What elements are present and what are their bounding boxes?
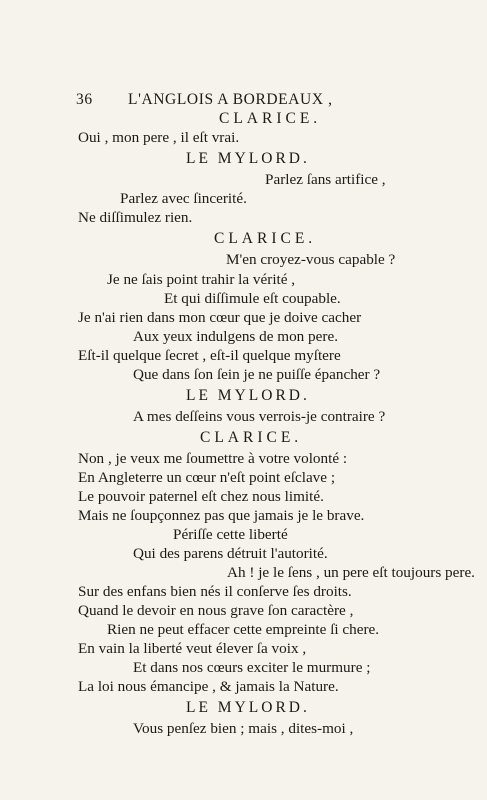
- speaker-clarice: CLARICE.: [200, 429, 303, 446]
- verse-line: Et qui diſſimule eſt coupable.: [164, 290, 341, 307]
- verse-line: En vain la liberté veut élever ſa voix ,: [78, 640, 307, 657]
- speaker-clarice: CLARICE.: [219, 110, 322, 127]
- verse-line: Parlez avec ſincerité.: [120, 190, 247, 207]
- speaker-clarice: CLARICE.: [214, 230, 317, 247]
- verse-line: Que dans ſon ſein je ne puiſſe épancher ?: [133, 366, 381, 383]
- verse-line: Aux yeux indulgens de mon pere.: [133, 328, 338, 345]
- verse-line: Vous penſez bien ; mais , dites-moi ,: [133, 720, 354, 737]
- verse-line: Et dans nos cœurs exciter le murmure ;: [133, 659, 371, 676]
- speaker-le-mylord: LE MYLORD.: [186, 387, 310, 404]
- verse-line: Je n'ai rien dans mon cœur que je doive cacher: [78, 309, 362, 326]
- verse-line: Sur des enfans bien nés il conſerve ſes droits.: [78, 583, 352, 600]
- verse-line: Ne diſſimulez rien.: [78, 209, 193, 226]
- verse-line: La loi nous émancipe , & jamais la Nature.: [78, 678, 339, 695]
- verse-line: Non , je veux me ſoumettre à votre volonté :: [78, 450, 348, 467]
- speaker-le-mylord: LE MYLORD.: [186, 699, 310, 716]
- verse-line: Ah ! je le ſens , un pere eſt toujours pere.: [227, 564, 475, 581]
- verse-line: Périſſe cette liberté: [173, 526, 288, 543]
- page-number: 36: [76, 91, 93, 108]
- verse-line: Quand le devoir en nous grave ſon caractère ,: [78, 602, 354, 619]
- verse-line: Rien ne peut effacer cette empreinte ſi chere.: [107, 621, 380, 638]
- verse-line: Le pouvoir paternel eſt chez nous limité.: [78, 488, 324, 505]
- verse-line: Eſt-il quelque ſecret , eſt-il quelque myſtere: [78, 347, 341, 364]
- verse-line: En Angleterre un cœur n'eſt point eſclave ;: [78, 469, 336, 486]
- speaker-le-mylord: LE MYLORD.: [186, 150, 310, 167]
- verse-line: Mais ne ſoupçonnez pas que jamais je le brave.: [78, 507, 365, 524]
- verse-line: Oui , mon pere , il eſt vrai.: [78, 129, 240, 146]
- verse-line: A mes deſſeins vous verrois-je contraire ?: [133, 408, 386, 425]
- verse-line: Parlez ſans artifice ,: [265, 171, 386, 188]
- verse-line: M'en croyez-vous capable ?: [226, 251, 396, 268]
- running-title: L'ANGLOIS A BORDEAUX ,: [128, 91, 333, 108]
- verse-line: Qui des parens détruit l'autorité.: [133, 545, 328, 562]
- verse-line: Je ne ſais point trahir la vérité ,: [107, 271, 296, 288]
